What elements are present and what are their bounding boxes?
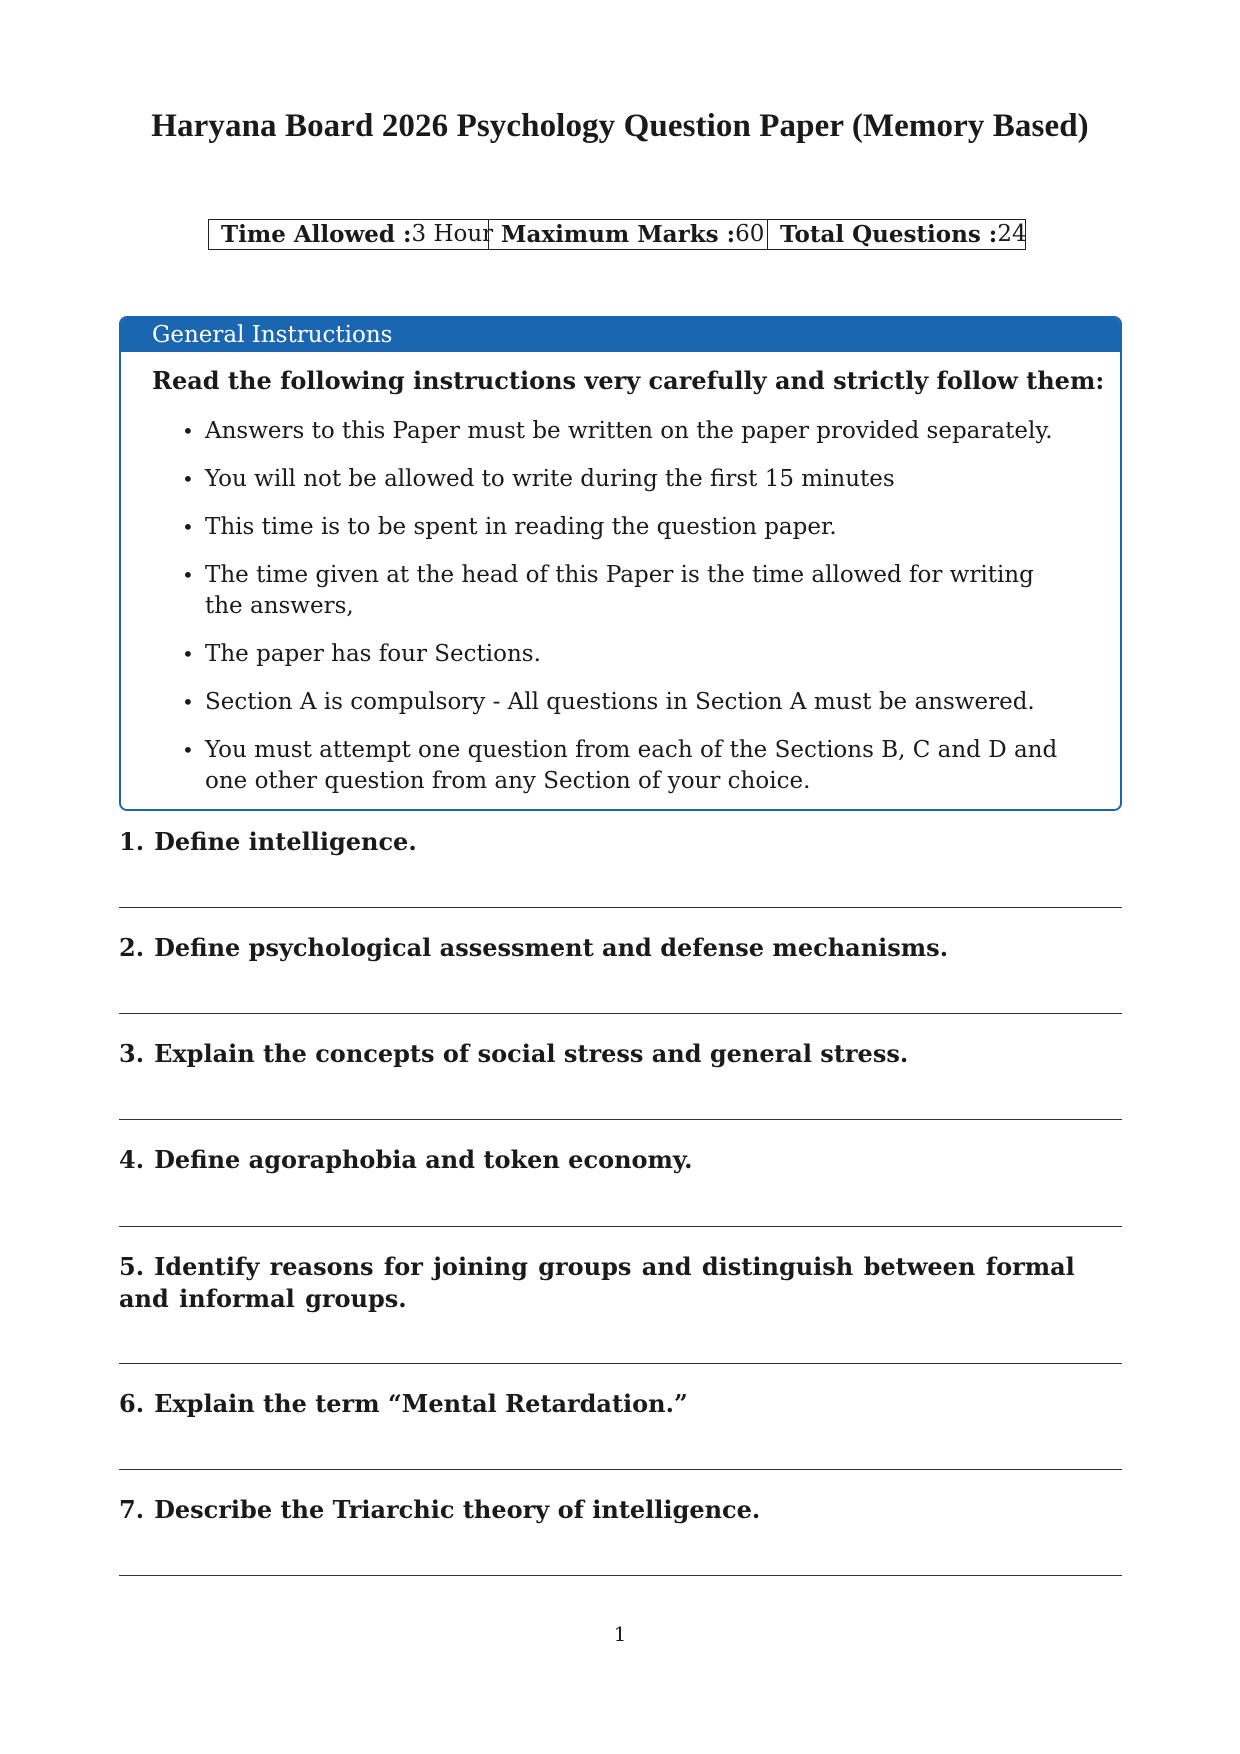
answer-line [119,1119,1122,1120]
question-text: Define psychological assessment and defense mechanisms. [154,933,949,962]
answer-line [119,907,1122,908]
question-number: 5. [119,1252,145,1281]
list-item [182,416,1072,447]
question-text: Define intelligence. [154,827,417,856]
page-number: 1 [613,1622,627,1646]
question-text: Identify reasons for joining groups and distinguish between formal and informal groups. [119,1252,1075,1313]
general-instructions-header: General Instructions [121,318,1120,352]
bullet-icon: • [182,690,194,714]
question-text: Define agoraphobia and token economy. [154,1145,693,1174]
question-number: 1. [119,827,145,856]
bullet-icon: • [182,515,194,539]
total-questions-cell [768,220,1025,249]
question-4 [119,1144,1122,1176]
general-instructions-box [119,316,1122,811]
time-allowed-label: Time Allowed : [221,221,412,248]
list-item [182,735,1072,797]
bullet-icon: • [182,642,194,666]
list-item [182,687,1072,718]
answer-line [119,1575,1122,1576]
instruction-text: Section A is compulsory - All questions in Section A must be answered. [205,689,1035,715]
instruction-text: This time is to be spent in reading the question paper. [205,514,837,540]
maximum-marks-value: 60 [735,221,765,247]
instruction-text: You must attempt one question from each of the Sections B, C and D and one other question from any Section of your choice. [205,737,1058,794]
question-text: Explain the term “Mental Retardation.” [154,1389,688,1418]
maximum-marks-label: Maximum Marks : [501,221,736,248]
question-7 [119,1494,1122,1526]
question-text: Explain the concepts of social stress and general stress. [154,1039,909,1068]
answer-line [119,1013,1122,1014]
list-item [182,639,1072,670]
bullet-icon: • [182,419,194,443]
question-1 [119,826,1122,858]
instruction-text: Answers to this Paper must be written on the paper provided separately. [205,418,1053,444]
list-item [182,464,1072,495]
list-item [182,512,1072,543]
question-2 [119,932,1122,964]
question-number: 4. [119,1145,145,1174]
exam-info-table [208,219,1026,250]
question-number: 6. [119,1389,145,1418]
bullet-icon: • [182,738,194,762]
question-3 [119,1038,1122,1070]
bullet-icon: • [182,467,194,491]
time-allowed-value: 3 Hour [411,221,494,247]
question-number: 7. [119,1495,145,1524]
question-6 [119,1388,1122,1420]
page-title: Haryana Board 2026 Psychology Question Paper (Memory Based) [151,108,1089,144]
maximum-marks-cell [489,220,768,249]
question-text: Describe the Triarchic theory of intelligence. [154,1495,761,1524]
time-allowed-cell [209,220,494,249]
list-item [182,560,1072,622]
question-number: 2. [119,933,145,962]
answer-line [119,1363,1122,1364]
bullet-icon: • [182,563,194,587]
instructions-list [182,416,1072,811]
instruction-text: The paper has four Sections. [205,641,541,667]
total-questions-value: 24 [997,221,1027,247]
question-number: 3. [119,1039,145,1068]
answer-line [119,1226,1122,1227]
question-5 [119,1251,1122,1315]
instructions-lead: Read the following instructions very carefully and strictly follow them: [152,366,1105,395]
total-questions-label: Total Questions : [780,221,998,248]
instruction-text: The time given at the head of this Paper is the time allowed for writing the answers, [205,562,1034,619]
instruction-text: You will not be allowed to write during the first 15 minutes [205,466,895,492]
answer-line [119,1469,1122,1470]
